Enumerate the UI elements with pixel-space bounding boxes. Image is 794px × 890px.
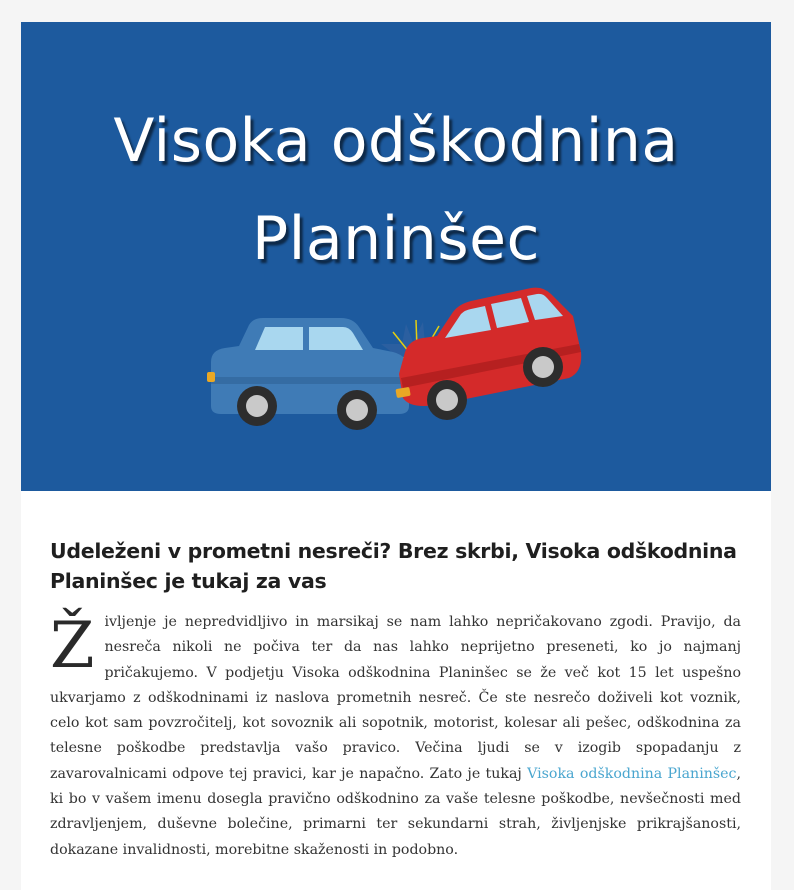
two-cars-collision-icon	[21, 22, 771, 491]
article-heading: Udeleženi v prometni nesreči? Brez skrbi, Visoka odškodnina Planinšec je tukaj za vas	[50, 539, 737, 593]
blue-car-icon	[207, 318, 409, 430]
paragraph-text-start: ivljenje je nepredvidljivo in marsikaj se nam lahko nepričakovano zgodi. Pravijo, da nesreča nikoli ne počiva ter da nas lahko neprijetno preseneti, ko jo najmanj pričakujemo. V podjetju Visoka odškodnina Planinšec se že več kot 15 let uspešno ukvarjamo z odškodninami iz naslova prometnih nesreč. Če ste nesrečo doživeli kot voznik, celo kot sam povzročitelj, kot sovoznik ali sopotnik, motorist, kolesar ali pešec, odškodnina za telesne poškodbe predstavlja vašo pravico. Večina ljudi se v izogib spopadanju z zavarovalnicami odpove tej pravici, kar je napačno. Zato je tukaj	[50, 614, 741, 782]
company-link[interactable]: Visoka odškodnina Planinšec	[527, 765, 737, 782]
red-car-icon	[395, 288, 581, 420]
dropcap-letter: Ž	[50, 609, 95, 683]
paragraph-text-end: , ki bo v vašem imenu dosegla pravično odškodnino za vaše telesne poškodbe, nevšečnosti med zdravljenjem, duševne bolečine, primarni ter sekundarni strah, življenjske prikrajšanosti, dokazane invalidnosti, morebitne skaženosti in podobno.	[50, 765, 742, 858]
hero-title-line-2: Planinšec	[251, 204, 540, 274]
hero-title-line-1: Visoka odškodnina	[113, 106, 679, 176]
article-card	[21, 22, 771, 890]
article-content	[50, 536, 741, 863]
article-paragraph	[50, 610, 741, 863]
hero-banner	[21, 22, 771, 491]
